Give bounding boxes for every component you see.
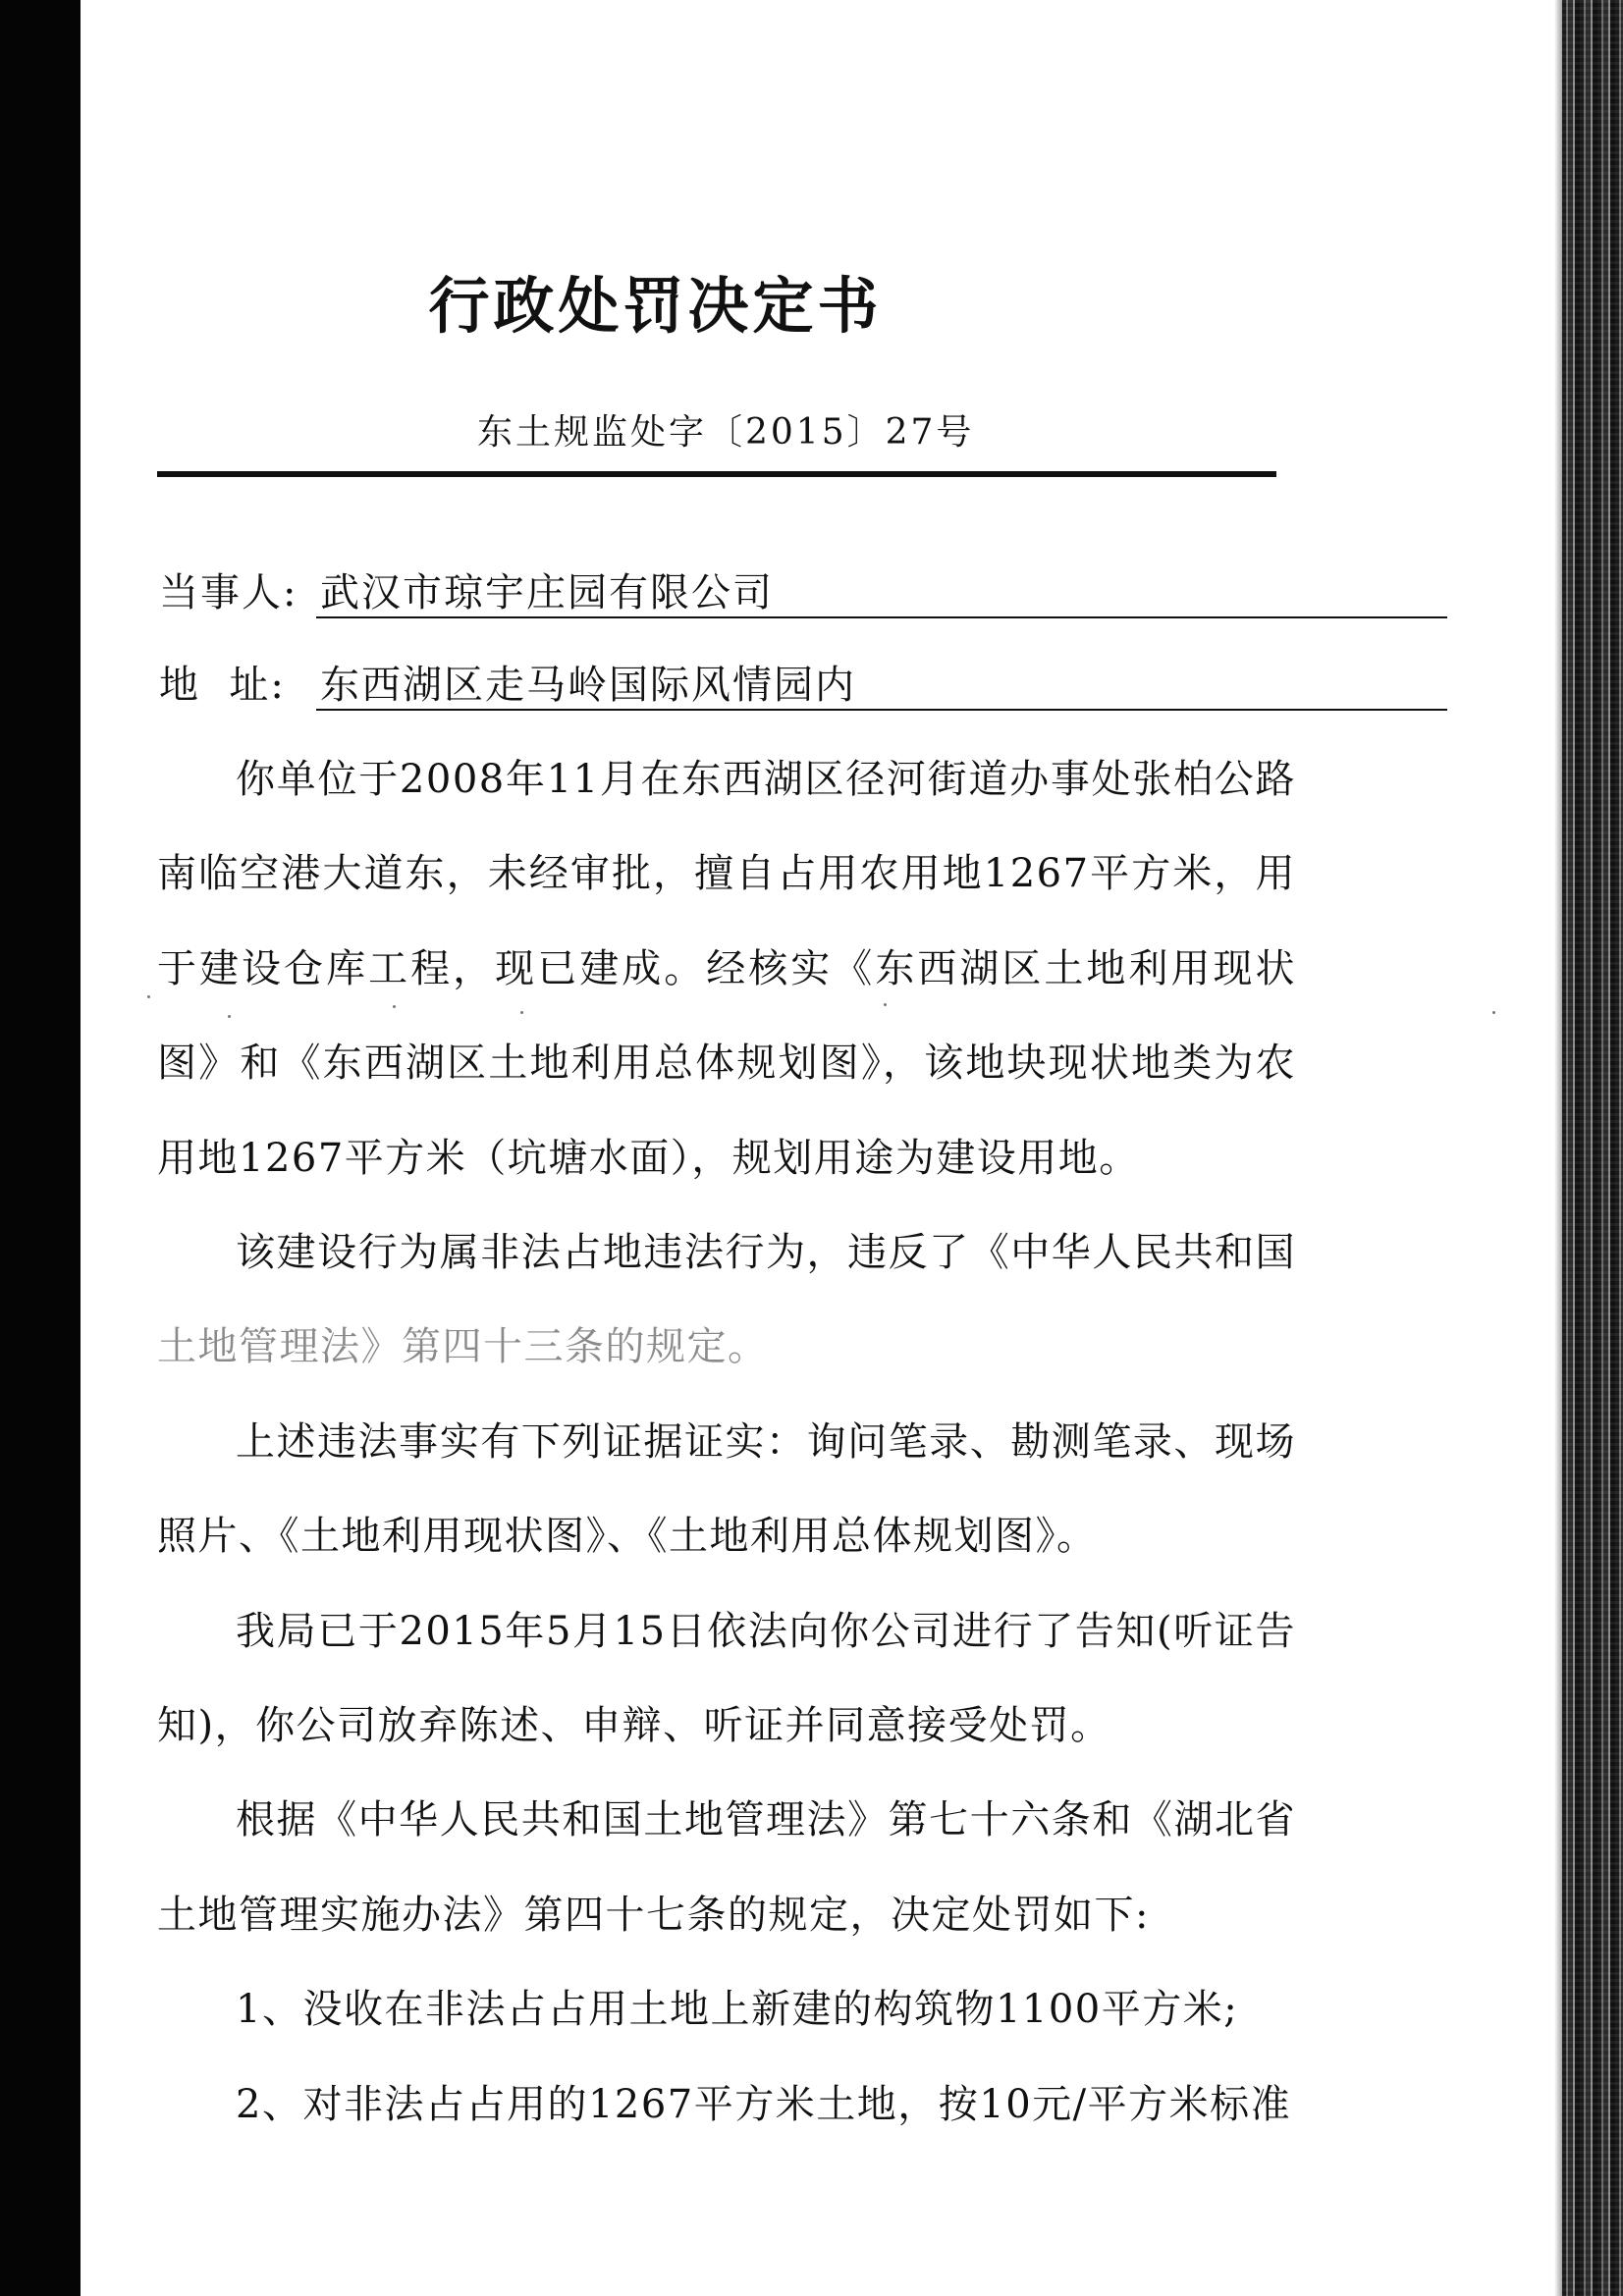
paragraph-violation [157, 1205, 1296, 1395]
scan-speck [147, 995, 150, 998]
scan-speck [1492, 1011, 1495, 1014]
party-field [159, 561, 774, 617]
party-label: 当事人: [159, 570, 298, 615]
document-body [157, 732, 1296, 2152]
address-field [159, 654, 856, 710]
scan-speck [884, 1003, 887, 1006]
paragraph-basis: 根据《中华人民共和国土地管理法》第七十六条和《湖北省土地管理实施办法》第四十七条的规定，决定处罚如下: [157, 1797, 1296, 1938]
penalty-item-2: 2、对非法占占用的1267平方米土地，按10元/平方米标准 [236, 2081, 1292, 2127]
document-title: 行政处罚决定书 [428, 270, 883, 342]
paragraph-notice: 我局已于2015年5月15日依法向你公司进行了告知(听证告知)，你公司放弃陈述、申辩、听证并同意接受处罚。 [157, 1608, 1296, 1749]
penalty-item-1: 1、没收在非法占占用土地上新建的构筑物1100平方米; [236, 1987, 1239, 2033]
paragraph-facts: 你单位于2008年11月在东西湖区径河街道办事处张柏公路南临空港大道东，未经审批，擅自占用农用地1267平方米，用于建设仓库工程，现已建成。经核实《东西湖区土地利用现状图》和《东西湖区土地利用总体规划图》，该地块现状地类为农用地1267平方米（坑塘水面），规划用途为建设用地。 [157, 757, 1296, 1181]
violation-text: 该建设行为属非法占地违法行为，违反了《中华人民共和国 [236, 1230, 1296, 1276]
address-value: 东西湖区走马岭国际风情园内 [316, 654, 1447, 711]
party-value: 武汉市琼宇庄园有限公司 [316, 561, 1447, 618]
address-label: 地 址: [159, 663, 286, 708]
document-number: 东土规监处字〔2015〕27号 [477, 412, 975, 453]
header-rule [157, 471, 1276, 477]
scan-speck [228, 1015, 231, 1018]
paragraph-evidence: 上述违法事实有下列证据证实：询问笔录、勘测笔录、现场照片、《土地利用现状图》、《土地利用总体规划图》。 [157, 1418, 1296, 1560]
violation-faint-text: 土地管理法》第四十三条的规定。 [157, 1324, 769, 1370]
scan-speck [393, 1005, 396, 1008]
scan-speck [520, 1011, 523, 1014]
